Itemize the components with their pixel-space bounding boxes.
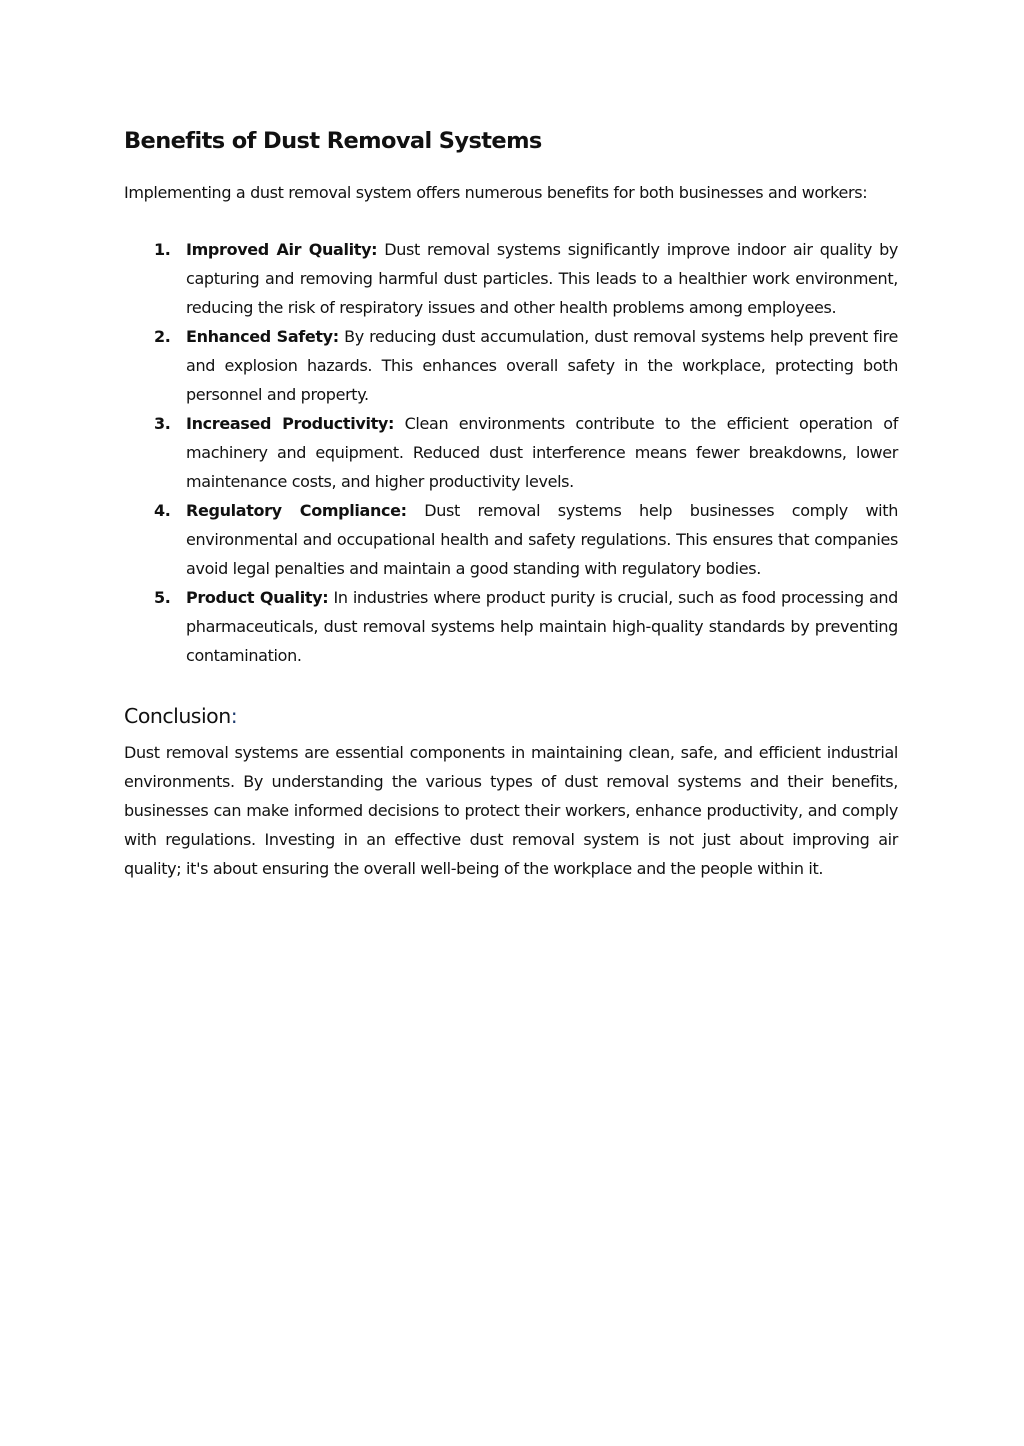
benefit-number: 4.	[154, 501, 171, 520]
benefit-text: By reducing dust accumulation, dust removal systems help prevent fire and explosion hazards. This enhances overall safety in the workplace, protecting both personnel and property.	[186, 327, 898, 404]
conclusion-heading-colon: :	[230, 704, 238, 728]
benefit-text: Clean environments contribute to the efficient operation of machinery and equipment. Reduced dust interference means fewer breakdowns, lower maintenance costs, and higher productivity levels.	[186, 414, 898, 491]
benefit-text: Dust removal systems help businesses comply with environmental and occupational health and safety regulations. This ensures that companies avoid legal penalties and maintain a good standing with regulatory bodies.	[186, 501, 898, 578]
benefit-number: 1.	[154, 240, 171, 259]
benefit-name: Enhanced Safety:	[186, 327, 339, 346]
benefit-item	[124, 496, 898, 583]
conclusion-heading	[124, 700, 898, 732]
benefit-number: 2.	[154, 327, 171, 346]
benefit-name: Improved Air Quality:	[186, 240, 378, 259]
conclusion-heading-text: Conclusion	[124, 704, 231, 728]
benefit-name: Regulatory Compliance:	[186, 501, 407, 520]
document-page	[124, 124, 898, 883]
benefit-number: 5.	[154, 588, 171, 607]
benefit-name: Increased Productivity:	[186, 414, 395, 433]
benefit-item	[124, 409, 898, 496]
benefit-item	[124, 322, 898, 409]
conclusion-paragraph: Dust removal systems are essential components in maintaining clean, safe, and efficient industrial environments. By understanding the various types of dust removal systems and their benefits, businesses can make informed decisions to protect their workers, enhance productivity, and comply with regulations. Investing in an effective dust removal system is not just about improving air quality; it's about ensuring the overall well-being of the workplace and the people within it.	[124, 743, 898, 878]
benefit-text: Dust removal systems significantly improve indoor air quality by capturing and removing harmful dust particles. This leads to a healthier work environment, reducing the risk of respiratory issues and other health problems among employees.	[186, 240, 898, 317]
benefit-item	[124, 235, 898, 322]
page-title: Benefits of Dust Removal Systems	[124, 128, 542, 154]
benefit-text: In industries where product purity is crucial, such as food processing and pharmaceuticals, dust removal systems help maintain high-quality standards by preventing contamination.	[186, 588, 898, 665]
benefits-list	[124, 235, 898, 670]
benefit-item	[124, 583, 898, 670]
benefit-number: 3.	[154, 414, 171, 433]
intro-paragraph: Implementing a dust removal system offers numerous benefits for both businesses and workers:	[124, 183, 868, 202]
benefit-name: Product Quality:	[186, 588, 329, 607]
